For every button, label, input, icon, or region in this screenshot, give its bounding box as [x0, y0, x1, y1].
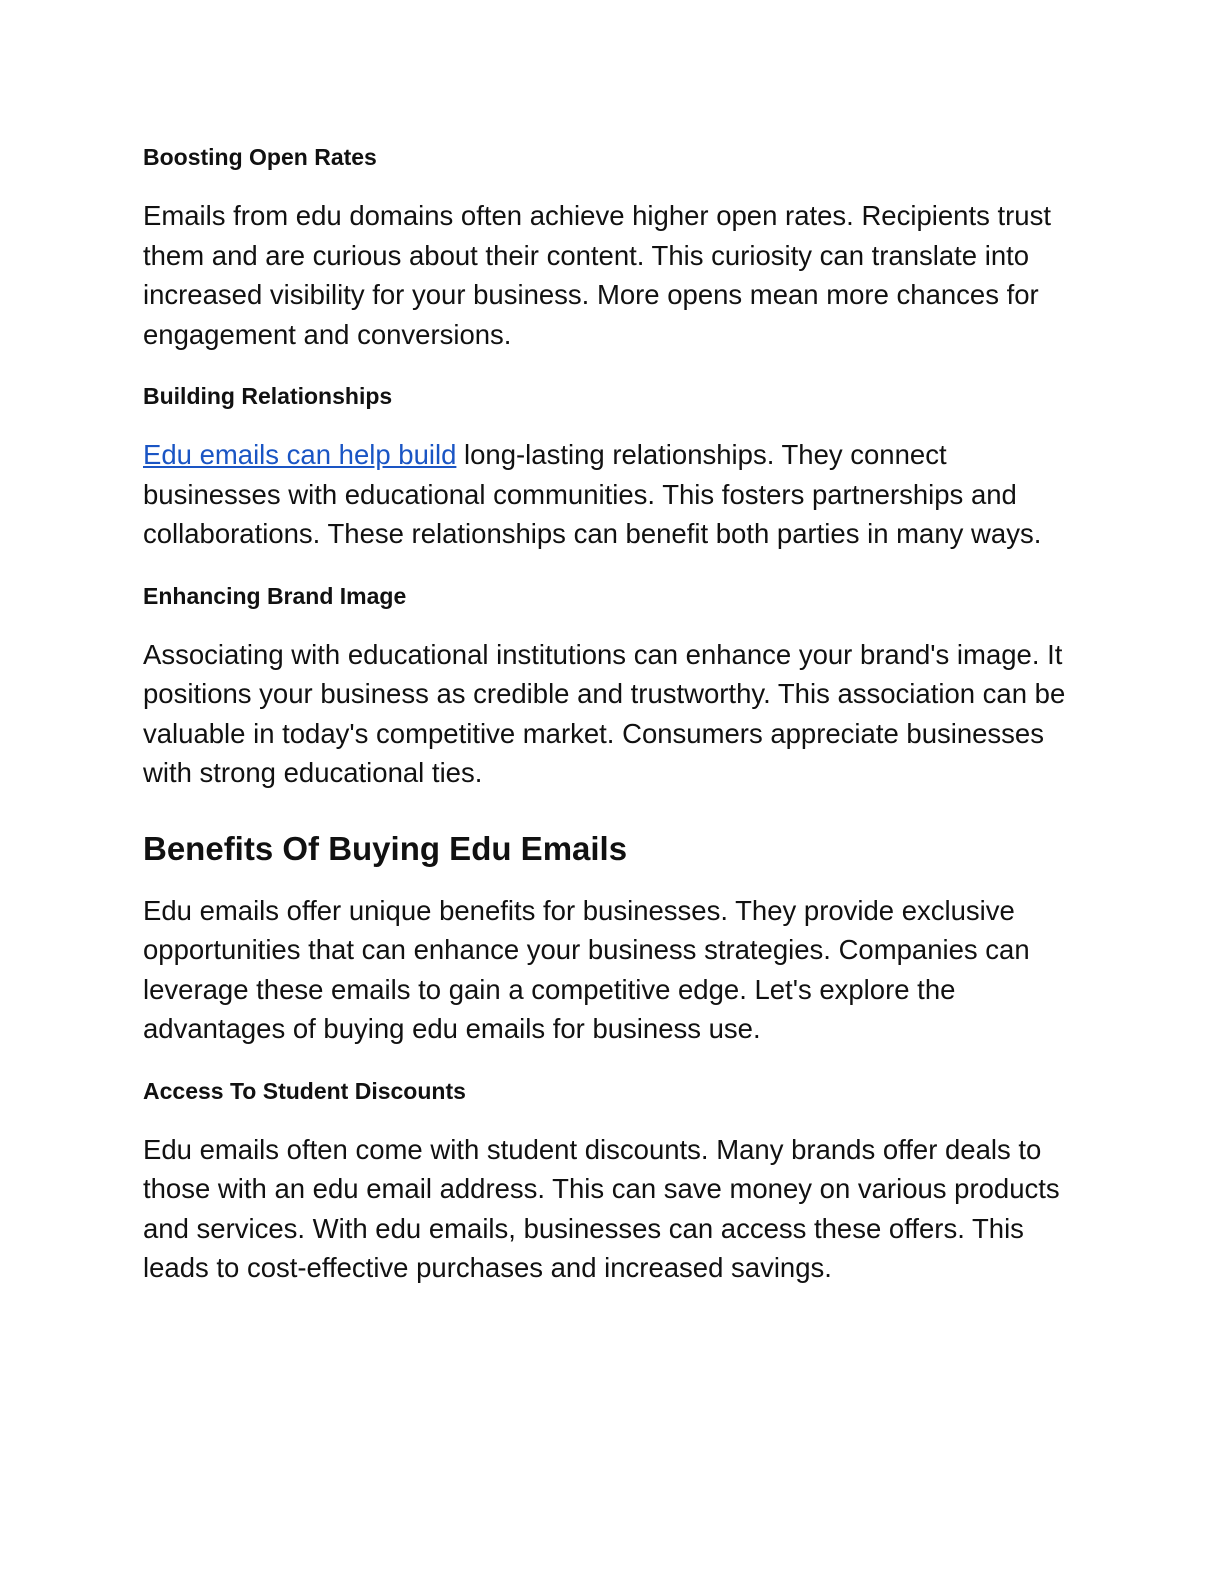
heading-building-relationships: Building Relationships [143, 383, 393, 409]
heading-benefits-of-buying-edu-emails: Benefits Of Buying Edu Emails [143, 829, 628, 867]
paragraph-building-relationships-text: long-lasting relationships. They connect businesses with educational communities. This fosters partnerships and collaborations. These relationships can benefit both parties in many ways. [143, 439, 1042, 549]
heading-enhancing-brand-image: Enhancing Brand Image [143, 582, 407, 609]
paragraph-benefits: Edu emails offer unique benefits for businesses. They provide exclusive opportunities that can enhance your business strategies. Companies can leverage these emails to gain a competitive edge. Let's explore the advantages of buying edu emails for business use. [143, 894, 1030, 1044]
paragraph-building-relationships [143, 435, 1083, 554]
edu-emails-link[interactable]: Edu emails can help build [143, 439, 457, 470]
heading-boosting-open-rates: Boosting Open Rates [143, 144, 377, 170]
paragraph-access-to-student-discounts: Edu emails often come with student discounts. Many brands offer deals to those with an edu email address. This can save money on various products and services. With edu emails, businesses can access these offers. This leads to cost-effective purchases and increased savings. [143, 1133, 1060, 1283]
paragraph-boosting-open-rates: Emails from edu domains often achieve higher open rates. Recipients trust them and are curious about their content. This curiosity can translate into increased visibility for your business. More opens mean more chances for engagement and conversions. [143, 200, 1051, 350]
paragraph-enhancing-brand-image: Associating with educational institutions can enhance your brand's image. It positions your business as credible and trustworthy. This association can be valuable in today's competitive market. Consumers appreciate businesses with strong educational ties. [143, 638, 1066, 788]
document-page [143, 140, 1083, 1288]
heading-access-to-student-discounts: Access To Student Discounts [143, 1077, 466, 1104]
